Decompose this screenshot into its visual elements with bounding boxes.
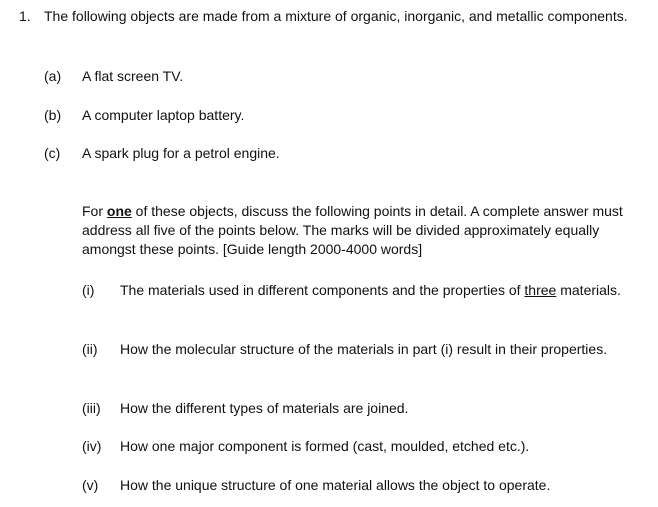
instructions-after: of these objects, discuss the following points in detail. A complete answer must address all five of the points below. The marks will be divided approximately equally amongst these points. [Guide length 2000-4000 words] xyxy=(82,203,623,257)
point-text-i xyxy=(120,281,640,300)
point-i-underline: three xyxy=(524,282,557,298)
point-text-v: How the unique structure of one material allows the object to operate. xyxy=(120,477,551,493)
option-text-a: A flat screen TV. xyxy=(82,68,184,84)
point-label-iv: (iv) xyxy=(82,438,102,454)
point-text-iii: How the different types of materials are joined. xyxy=(120,400,409,416)
instructions-before: For xyxy=(82,203,107,219)
option-label-b: (b) xyxy=(44,107,62,123)
instructions-paragraph xyxy=(82,202,642,259)
option-text-b: A computer laptop battery. xyxy=(82,107,245,123)
option-text-c: A spark plug for a petrol engine. xyxy=(82,145,280,161)
instructions-emphasis: one xyxy=(106,203,132,219)
point-label-v: (v) xyxy=(82,477,99,493)
option-label-c: (c) xyxy=(44,145,61,161)
point-text-ii: How the molecular structure of the materials in part (i) result in their properties. xyxy=(120,341,608,357)
question-number: 1. xyxy=(19,8,31,24)
point-text-iv: How one major component is formed (cast, moulded, etched etc.). xyxy=(120,438,530,454)
point-label-iii: (iii) xyxy=(82,400,101,416)
point-i-before: The materials used in different components and the properties of xyxy=(120,282,525,298)
point-label-i: (i) xyxy=(82,282,95,298)
point-i-after: materials. xyxy=(556,282,621,298)
point-label-ii: (ii) xyxy=(82,341,98,357)
question-intro: The following objects are made from a mixture of organic, inorganic, and metallic components. xyxy=(44,8,628,24)
option-label-a: (a) xyxy=(44,68,62,84)
